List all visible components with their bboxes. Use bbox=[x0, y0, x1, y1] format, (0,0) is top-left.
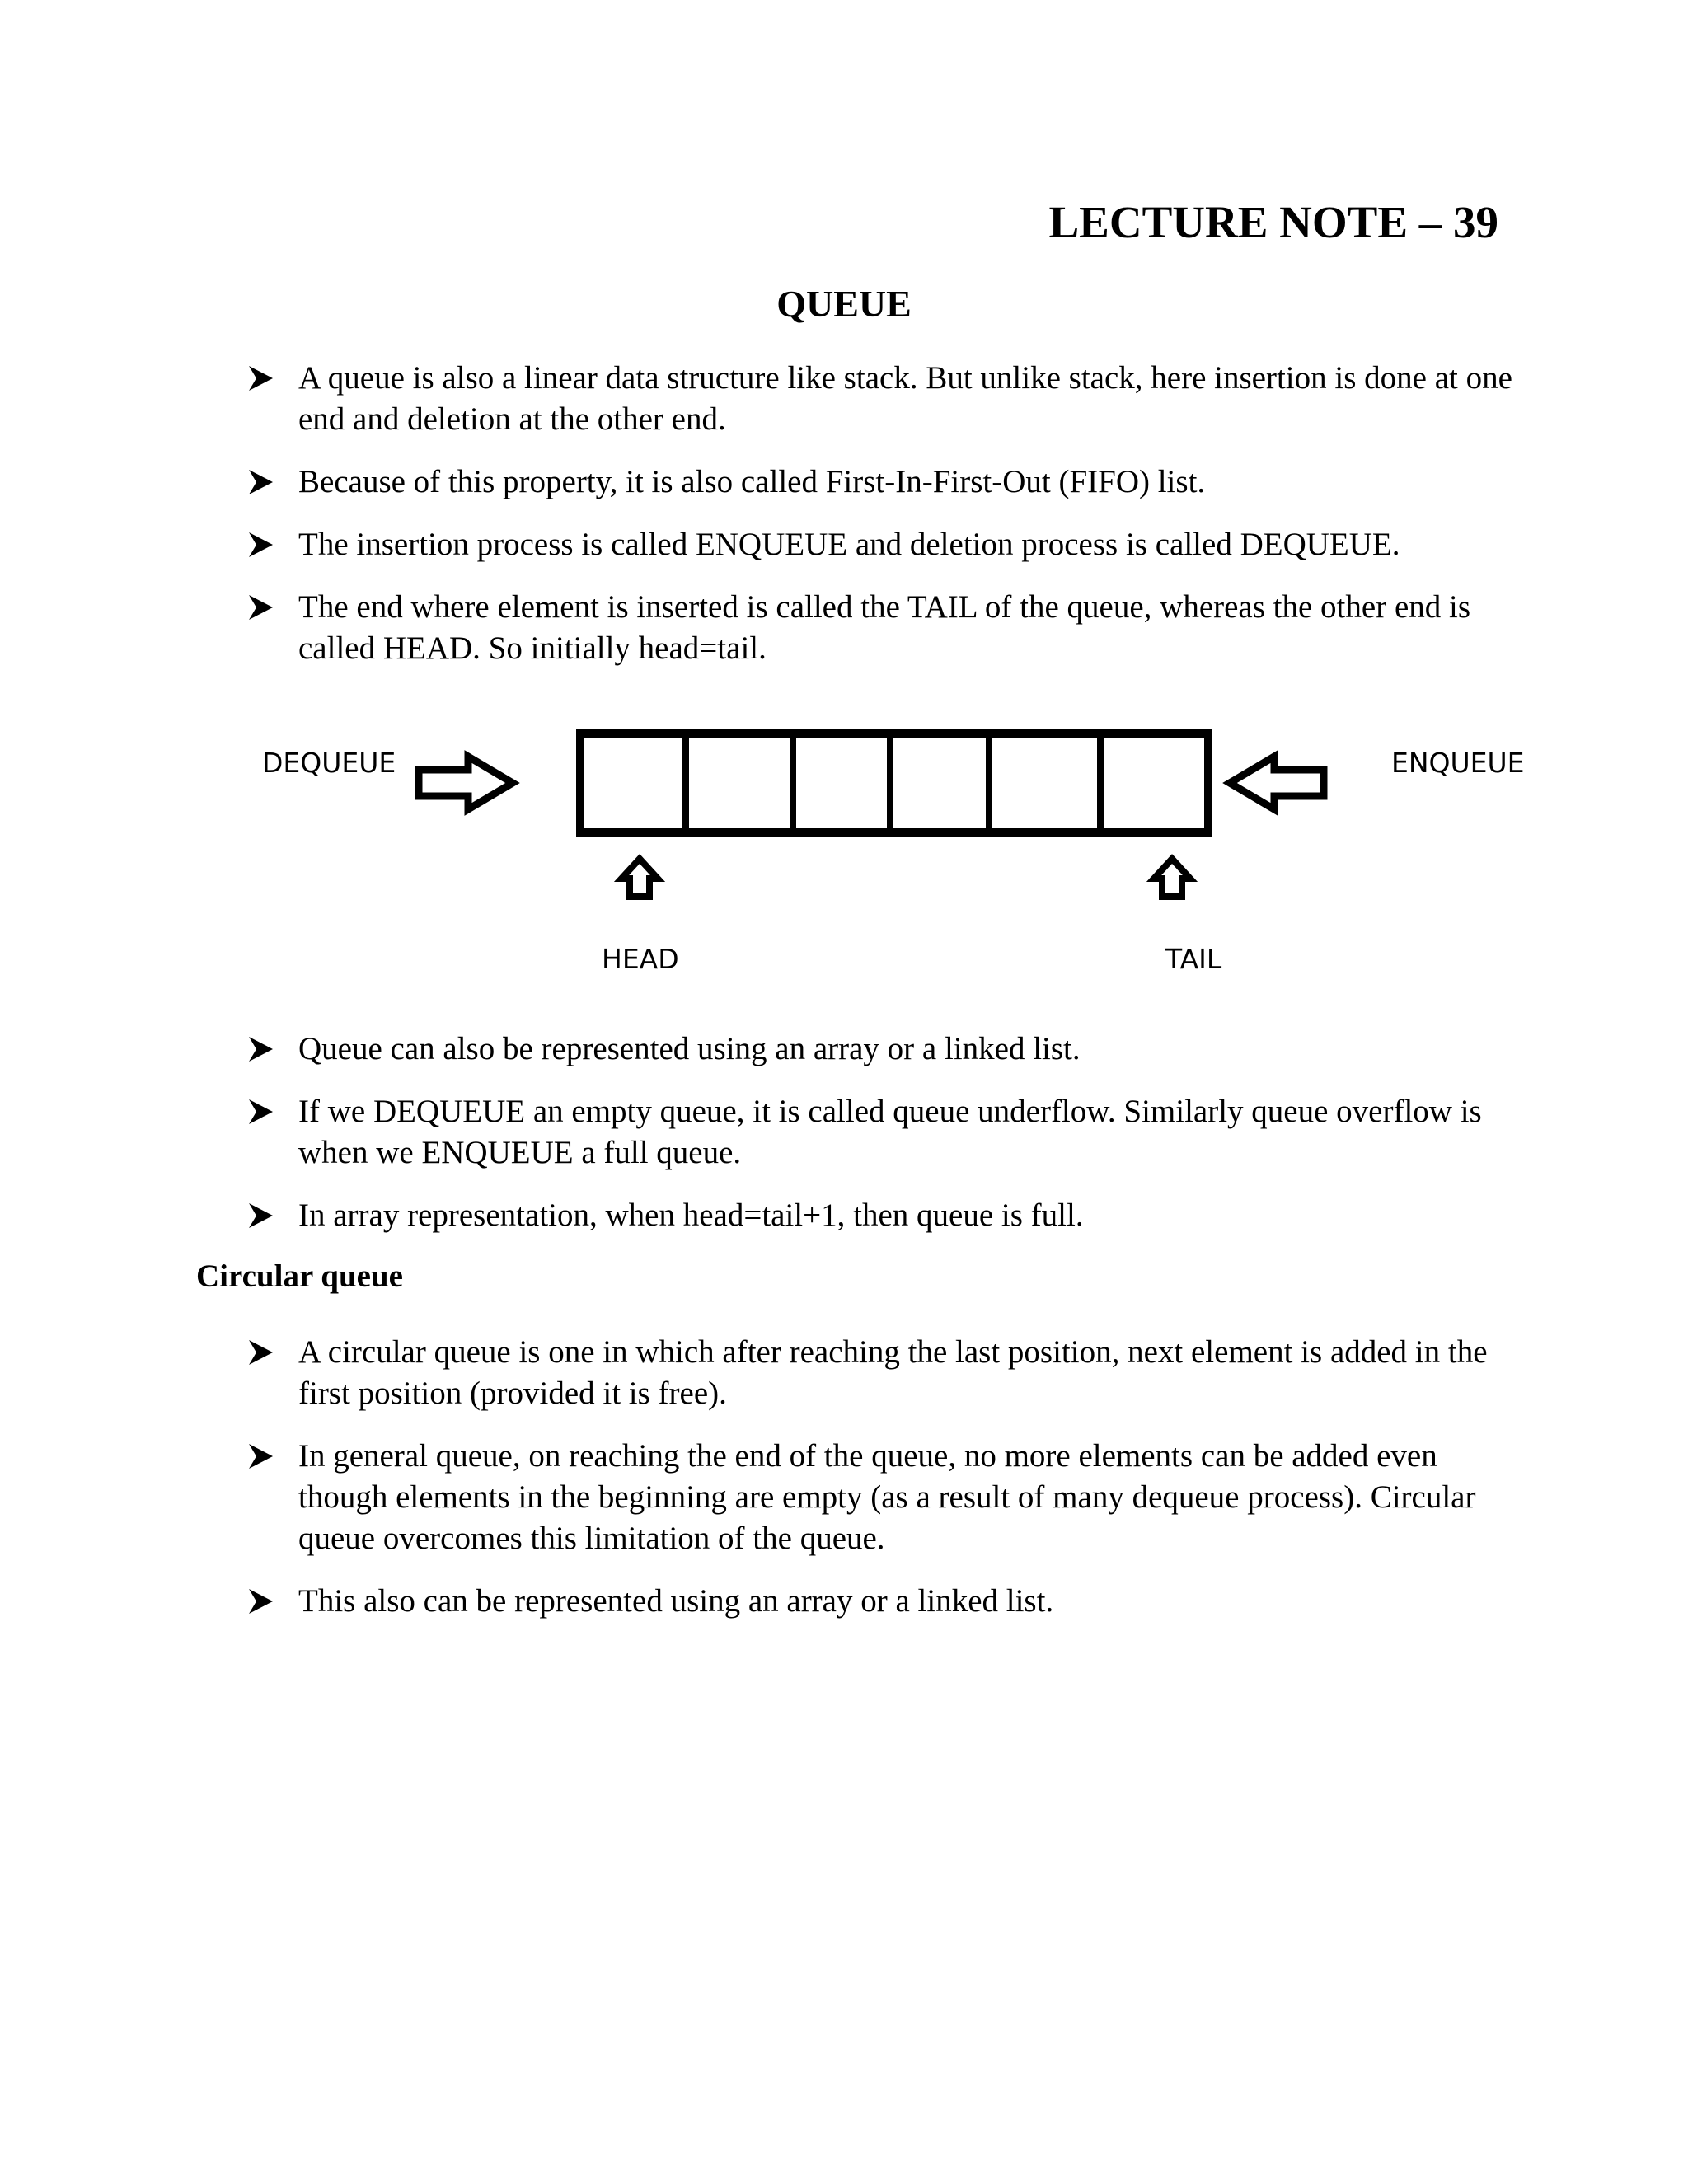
representation-list bbox=[247, 1029, 1533, 1258]
topic-title: QUEUE bbox=[776, 283, 912, 325]
head-label: HEAD bbox=[602, 943, 679, 975]
list-item bbox=[247, 462, 1533, 503]
queue-diagram bbox=[247, 709, 1533, 1005]
dequeue-label: DEQUEUE bbox=[262, 747, 396, 779]
arrowhead-bullet-icon bbox=[247, 1335, 275, 1370]
list-item bbox=[247, 1581, 1533, 1622]
bullet-text: Queue can also be represented using an array or a linked list. bbox=[298, 1031, 1081, 1066]
bullet-text: The insertion process is called ENQUEUE and deletion process is called DEQUEUE. bbox=[298, 527, 1400, 562]
bullet-text: A queue is also a linear data structure like stack. But unlike stack, here insertion is done at one end and deletion at the other end. bbox=[298, 360, 1512, 437]
list-item bbox=[247, 524, 1533, 565]
bullet-text: A circular queue is one in which after reaching the last position, next element is added in the first position (provided it is free). bbox=[298, 1334, 1488, 1411]
queue-array bbox=[580, 733, 1208, 832]
list-item bbox=[247, 1436, 1533, 1559]
arrowhead-bullet-icon bbox=[247, 1584, 275, 1619]
tail-label: TAIL bbox=[1165, 943, 1222, 975]
arrowhead-bullet-icon bbox=[247, 465, 275, 499]
head-pointer-arrow-icon bbox=[621, 859, 658, 897]
lecture-title: LECTURE NOTE – 39 bbox=[1048, 197, 1498, 247]
list-item bbox=[247, 358, 1533, 440]
list-item bbox=[247, 1029, 1533, 1070]
bullet-text: The end where element is inserted is called the TAIL of the queue, whereas the other end is called HEAD. So initially head=tail. bbox=[298, 589, 1471, 666]
list-item bbox=[247, 1195, 1533, 1236]
arrowhead-bullet-icon bbox=[247, 1094, 275, 1129]
queue-outline bbox=[580, 733, 1208, 832]
queue-definition-list bbox=[247, 358, 1533, 691]
bullet-text: This also can be represented using an array or a linked list. bbox=[298, 1583, 1054, 1619]
bullet-text: If we DEQUEUE an empty queue, it is called queue underflow. Similarly queue overflow is when we ENQUEUE a full queue. bbox=[298, 1094, 1482, 1170]
bullet-text: In general queue, on reaching the end of the queue, no more elements can be added even though elements in the beginning are empty (as a result of many dequeue process). Circular queue overcomes this limitation of the queue. bbox=[298, 1438, 1476, 1556]
bullet-text: In array representation, when head=tail+1, then queue is full. bbox=[298, 1197, 1084, 1233]
enqueue-label: ENQUEUE bbox=[1391, 747, 1525, 779]
bullet-text: Because of this property, it is also called First-In-First-Out (FIFO) list. bbox=[298, 464, 1206, 499]
enqueue-arrow-icon bbox=[1230, 757, 1324, 809]
circular-queue-heading: Circular queue bbox=[196, 1258, 403, 1294]
arrowhead-bullet-icon bbox=[247, 1032, 275, 1066]
arrowhead-bullet-icon bbox=[247, 361, 275, 396]
arrowhead-bullet-icon bbox=[247, 1439, 275, 1474]
list-item bbox=[247, 587, 1533, 669]
arrowhead-bullet-icon bbox=[247, 527, 275, 562]
tail-pointer-arrow-icon bbox=[1154, 859, 1190, 897]
arrowhead-bullet-icon bbox=[247, 1198, 275, 1233]
list-item bbox=[247, 1332, 1533, 1414]
list-item bbox=[247, 1091, 1533, 1174]
dequeue-arrow-icon bbox=[419, 757, 513, 809]
arrowhead-bullet-icon bbox=[247, 590, 275, 625]
circular-queue-list bbox=[247, 1332, 1533, 1643]
